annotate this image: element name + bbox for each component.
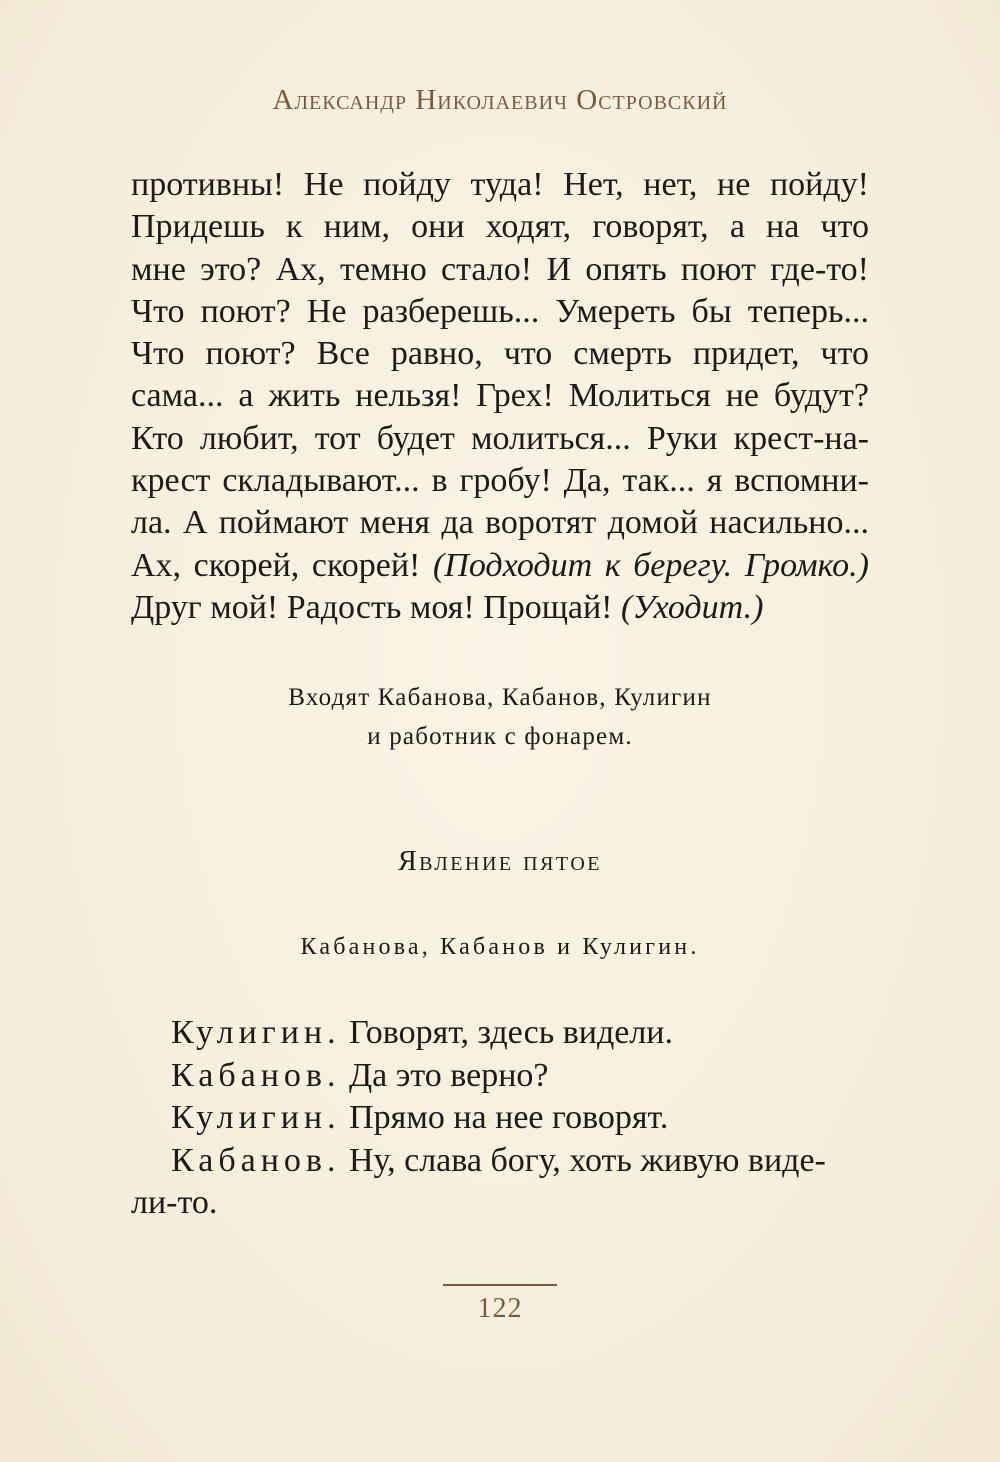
text-line: Что поют? Все равно, что смерть придет, что bbox=[131, 335, 869, 373]
dialogue-continuation: ли-то. bbox=[131, 1184, 218, 1221]
stage-direction: (Подходит к берегу. Громко.) bbox=[432, 546, 869, 584]
text-line: сама... а жить нельзя! Грех! Молиться не будут? bbox=[131, 377, 869, 415]
characters-list: Кабанова, Кабанов и Кулигин. bbox=[300, 934, 700, 960]
speaker-name: Кабанов. bbox=[171, 1141, 341, 1179]
text-line: Придешь к ним, они ходят, говорят, а на что bbox=[131, 208, 869, 246]
main-text-block bbox=[131, 164, 869, 629]
stage-direction: (Уходит.) bbox=[621, 588, 764, 626]
scene-title: Явление пятое bbox=[397, 846, 603, 877]
page-number: 122 bbox=[477, 1293, 523, 1324]
text-line: крест складывают... в гробу! Да, так... я вспомни- bbox=[131, 462, 869, 500]
dialogue-block bbox=[131, 1012, 869, 1225]
text-line: противны! Не пойду туда! Нет, нет, не пойду! bbox=[131, 166, 869, 203]
running-head: Александр Николаевич Островский bbox=[272, 84, 728, 116]
entrance-direction bbox=[0, 678, 1000, 756]
dialogue-line: Кабанов. Ну, слава богу, хоть живую виде- bbox=[171, 1141, 826, 1179]
entrance-line: Входят Кабанова, Кабанов, Кулигин bbox=[288, 684, 712, 711]
dialogue-line: Кабанов. Да это верно? bbox=[171, 1056, 549, 1094]
text-line: Ах, скорей, скорей! (Подходит к берегу. Громко.) bbox=[131, 546, 869, 584]
text-line: Кто любит, тот будет молиться... Руки крест-на- bbox=[131, 419, 869, 457]
text-line: мне это? Ах, темно стало! И опять поют где-то! bbox=[131, 250, 869, 288]
footer-rule bbox=[443, 1284, 557, 1286]
speaker-name: Кулигин. bbox=[171, 1099, 341, 1136]
speaker-name: Кабанов. bbox=[171, 1056, 341, 1094]
entrance-line: и работник с фонарем. bbox=[367, 723, 633, 750]
text-line: Друг мой! Радость моя! Прощай! (Уходит.) bbox=[131, 588, 764, 626]
dialogue-line: Кулигин. Прямо на нее говорят. bbox=[171, 1099, 669, 1136]
speaker-name: Кулигин. bbox=[171, 1014, 341, 1051]
text-line: ла. А поймают меня да воротят домой насильно... bbox=[131, 504, 869, 542]
dialogue-line: Кулигин. Говорят, здесь видели. bbox=[171, 1014, 674, 1051]
text-line: Что поют? Не разберешь... Умереть бы теперь... bbox=[131, 292, 869, 330]
